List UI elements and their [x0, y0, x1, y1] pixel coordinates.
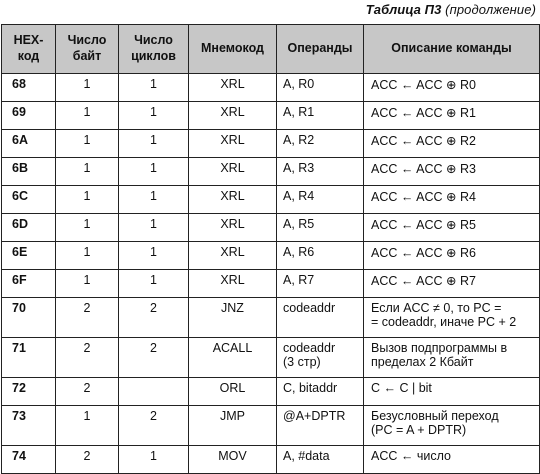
cell-cycles: 1: [119, 446, 189, 474]
cell-bytes: 2: [56, 298, 119, 338]
cell-operands: codeaddr: [277, 298, 364, 338]
cell-bytes: 2: [56, 446, 119, 474]
table-row: [2, 186, 540, 214]
cell-cycles: 1: [119, 270, 189, 298]
cell-operands: A, R3: [277, 158, 364, 186]
cell-mnemonic: MOV: [189, 446, 277, 474]
cell-mnemonic: ORL: [189, 378, 277, 406]
cell-operands: A, R4: [277, 186, 364, 214]
cell-operands: A, R5: [277, 214, 364, 242]
cell-mnemonic: JMP: [189, 406, 277, 446]
cell-hex: 71: [2, 338, 56, 378]
instruction-table: [1, 24, 540, 474]
table-caption: [366, 2, 536, 17]
cell-mnemonic: ACALL: [189, 338, 277, 378]
cell-mnemonic: XRL: [189, 102, 277, 130]
cell-cycles: 1: [119, 102, 189, 130]
cell-description: Если ACC ≠ 0, то PC = = codeaddr, иначе PC + 2: [364, 298, 540, 338]
cell-mnemonic: JNZ: [189, 298, 277, 338]
cell-description: ACC ← ACC ⊕ R3: [364, 158, 540, 186]
cell-cycles: 1: [119, 186, 189, 214]
cell-operands: C, bitaddr: [277, 378, 364, 406]
cell-description: ACC ← ACC ⊕ R4: [364, 186, 540, 214]
cell-description: C ← C | bit: [364, 378, 540, 406]
header-description: Описание команды: [364, 25, 540, 74]
cell-bytes: 1: [56, 406, 119, 446]
cell-description: ACC ← ACC ⊕ R1: [364, 102, 540, 130]
table-row: [2, 378, 540, 406]
cell-bytes: 1: [56, 102, 119, 130]
cell-description: Вызов подпрограммы в пределах 2 Кбайт: [364, 338, 540, 378]
cell-cycles: 2: [119, 406, 189, 446]
cell-hex: 6F: [2, 270, 56, 298]
header-hex: HEX- код: [2, 25, 56, 74]
cell-mnemonic: XRL: [189, 270, 277, 298]
cell-bytes: 1: [56, 242, 119, 270]
table-row: [2, 298, 540, 338]
table-row: [2, 406, 540, 446]
cell-hex: 72: [2, 378, 56, 406]
cell-mnemonic: XRL: [189, 186, 277, 214]
cell-hex: 6E: [2, 242, 56, 270]
cell-hex: 6A: [2, 130, 56, 158]
cell-bytes: 1: [56, 270, 119, 298]
cell-hex: 6C: [2, 186, 56, 214]
cell-description: ACC ← ACC ⊕ R7: [364, 270, 540, 298]
cell-bytes: 2: [56, 338, 119, 378]
cell-cycles: 1: [119, 130, 189, 158]
cell-cycles: 2: [119, 298, 189, 338]
cell-operands: A, R1: [277, 102, 364, 130]
cell-cycles: [119, 378, 189, 406]
caption-title: Таблица П3: [365, 2, 442, 17]
table-row: [2, 102, 540, 130]
cell-operands: A, R7: [277, 270, 364, 298]
cell-operands: codeaddr (3 стр): [277, 338, 364, 378]
header-mnemonic: Мнемокод: [189, 25, 277, 74]
cell-description: ACC ← ACC ⊕ R2: [364, 130, 540, 158]
cell-description: ACC ← ACC ⊕ R6: [364, 242, 540, 270]
cell-mnemonic: XRL: [189, 242, 277, 270]
cell-bytes: 1: [56, 130, 119, 158]
header-operands: Операнды: [277, 25, 364, 74]
cell-mnemonic: XRL: [189, 158, 277, 186]
cell-operands: A, R2: [277, 130, 364, 158]
table-row: [2, 214, 540, 242]
header-cycles: Число циклов: [119, 25, 189, 74]
cell-mnemonic: XRL: [189, 74, 277, 102]
header-row: [2, 25, 540, 74]
cell-cycles: 1: [119, 214, 189, 242]
cell-hex: 69: [2, 102, 56, 130]
cell-hex: 70: [2, 298, 56, 338]
cell-operands: @A+DPTR: [277, 406, 364, 446]
header-bytes: Число байт: [56, 25, 119, 74]
cell-hex: 68: [2, 74, 56, 102]
table-row: [2, 242, 540, 270]
cell-operands: A, #data: [277, 446, 364, 474]
cell-cycles: 2: [119, 338, 189, 378]
cell-description: ACC ← ACC ⊕ R0: [364, 74, 540, 102]
table-row: [2, 74, 540, 102]
cell-hex: 74: [2, 446, 56, 474]
cell-bytes: 2: [56, 378, 119, 406]
caption-continuation: (продолжение): [445, 2, 536, 17]
cell-description: ACC ← число: [364, 446, 540, 474]
cell-bytes: 1: [56, 214, 119, 242]
cell-bytes: 1: [56, 186, 119, 214]
cell-operands: A, R0: [277, 74, 364, 102]
table-row: [2, 270, 540, 298]
cell-mnemonic: XRL: [189, 214, 277, 242]
cell-bytes: 1: [56, 74, 119, 102]
cell-hex: 6B: [2, 158, 56, 186]
table-row: [2, 158, 540, 186]
table-row: [2, 130, 540, 158]
cell-hex: 6D: [2, 214, 56, 242]
cell-cycles: 1: [119, 74, 189, 102]
cell-mnemonic: XRL: [189, 130, 277, 158]
table-row: [2, 338, 540, 378]
cell-cycles: 1: [119, 242, 189, 270]
cell-operands: A, R6: [277, 242, 364, 270]
cell-description: ACC ← ACC ⊕ R5: [364, 214, 540, 242]
cell-cycles: 1: [119, 158, 189, 186]
cell-bytes: 1: [56, 158, 119, 186]
cell-description: Безусловный переход (PC = A + DPTR): [364, 406, 540, 446]
cell-hex: 73: [2, 406, 56, 446]
